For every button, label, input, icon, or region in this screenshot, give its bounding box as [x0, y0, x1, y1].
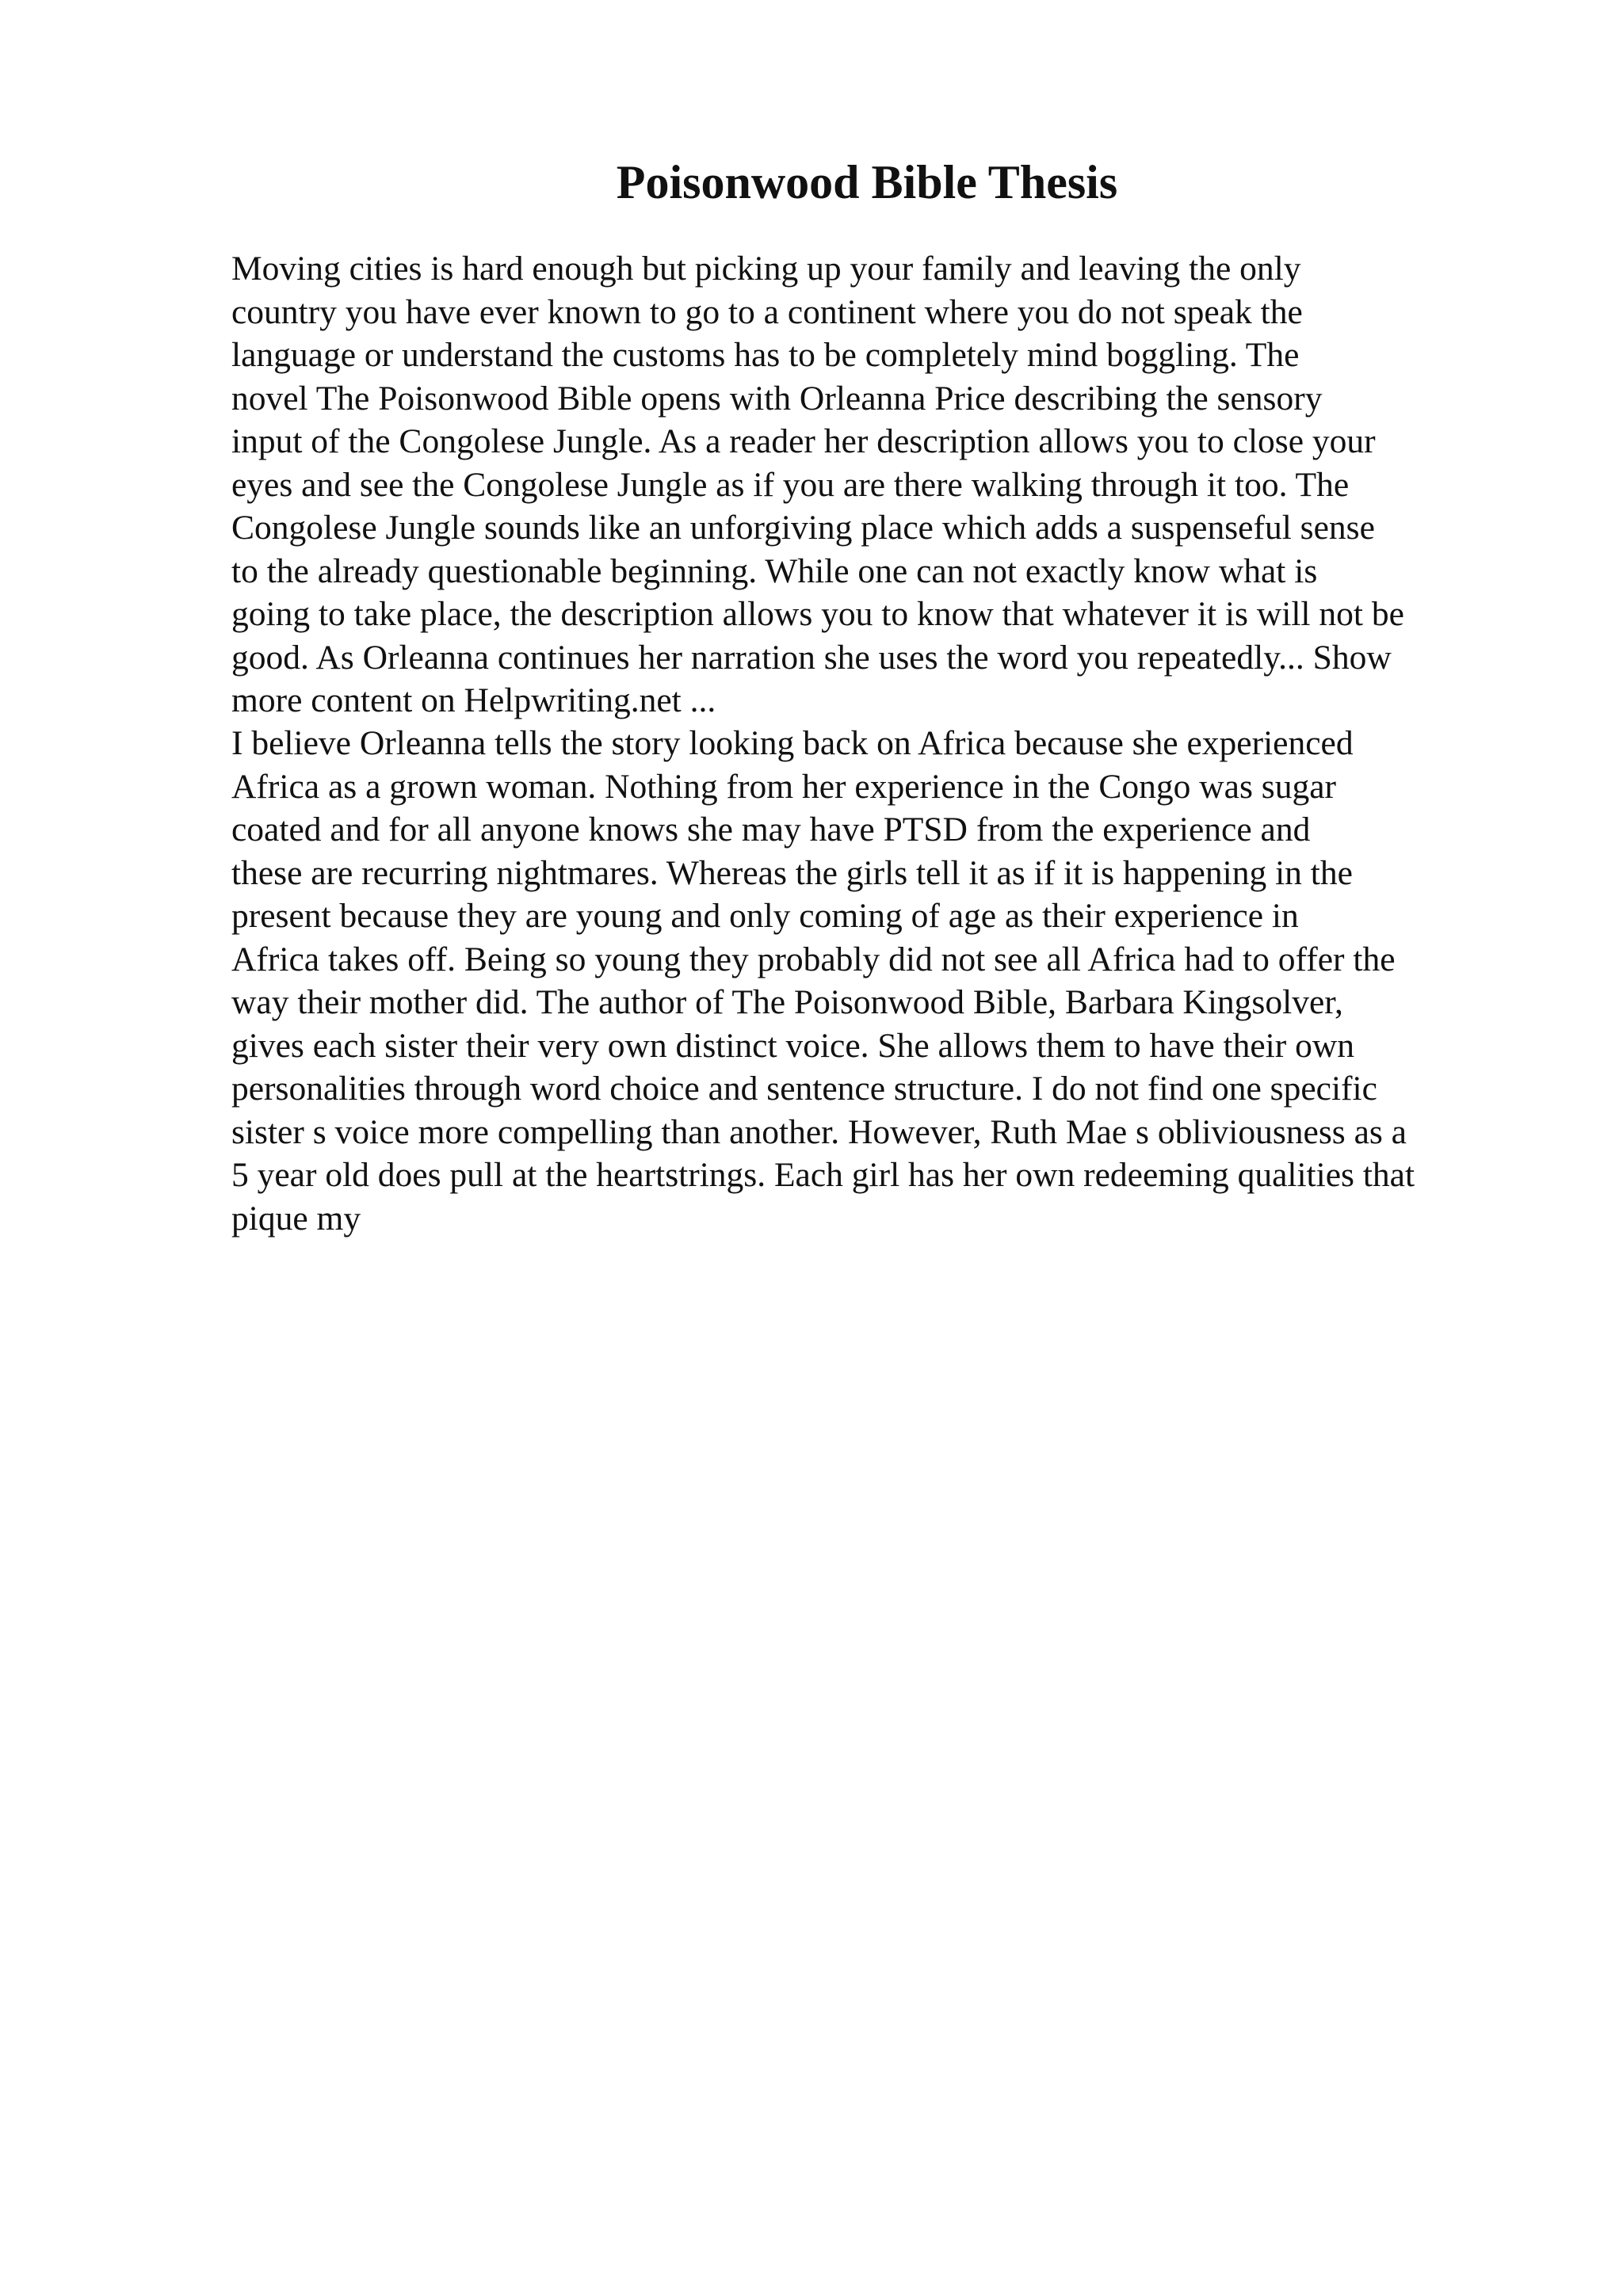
text-line: going to take place, the description allows you to know that whatever it is will not be	[231, 595, 1404, 633]
text-line: Africa takes off. Being so young they probably did not see all Africa had to offer the	[231, 940, 1396, 978]
text-line: way their mother did. The author of The Poisonwood Bible, Barbara Kingsolver,	[231, 983, 1343, 1021]
text-line: personalities through word choice and sentence structure. I do not find one specific	[231, 1070, 1377, 1108]
document-title: Poisonwood Bible Thesis	[616, 156, 1118, 208]
text-line: gives each sister their very own distinct voice. She allows them to have their own	[231, 1026, 1355, 1065]
text-line: coated and for all anyone knows she may have PTSD from the experience and	[231, 810, 1311, 849]
text-line: language or understand the customs has to be completely mind boggling. The	[231, 336, 1300, 374]
text-line: present because they are young and only coming of age as their experience in	[231, 897, 1299, 935]
paragraph-1	[231, 247, 1515, 723]
text-line: input of the Congolese Jungle. As a reader her description allows you to close your	[231, 422, 1376, 460]
text-line: to the already questionable beginning. While one can not exactly know what is	[231, 551, 1318, 590]
text-line: sister s voice more compelling than another. However, Ruth Mae s obliviousness as a	[231, 1112, 1407, 1151]
text-line: 5 year old does pull at the heartstrings. Each girl has her own redeeming qualities that	[231, 1156, 1415, 1194]
text-line: good. As Orleanna continues her narration she uses the word you repeatedly... Show	[231, 638, 1392, 677]
text-line: more content on Helpwriting.net ...	[231, 681, 716, 719]
text-line: novel The Poisonwood Bible opens with Orleanna Price describing the sensory	[231, 379, 1323, 418]
text-line: Africa as a grown woman. Nothing from her experience in the Congo was sugar	[231, 767, 1336, 806]
text-line: pique my	[231, 1199, 361, 1238]
text-line: eyes and see the Congolese Jungle as if you are there walking through it too. The	[231, 465, 1350, 504]
text-line: these are recurring nightmares. Whereas the girls tell it as if it is happening in the	[231, 853, 1353, 892]
text-line: I believe Orleanna tells the story looking back on Africa because she experienced	[231, 724, 1354, 762]
text-line: Moving cities is hard enough but picking up your family and leaving the only	[231, 250, 1301, 288]
text-line: Congolese Jungle sounds like an unforgiving place which adds a suspenseful sense	[231, 509, 1375, 547]
paragraph-2	[231, 722, 1515, 1240]
text-line: country you have ever known to go to a continent where you do not speak the	[231, 292, 1303, 331]
